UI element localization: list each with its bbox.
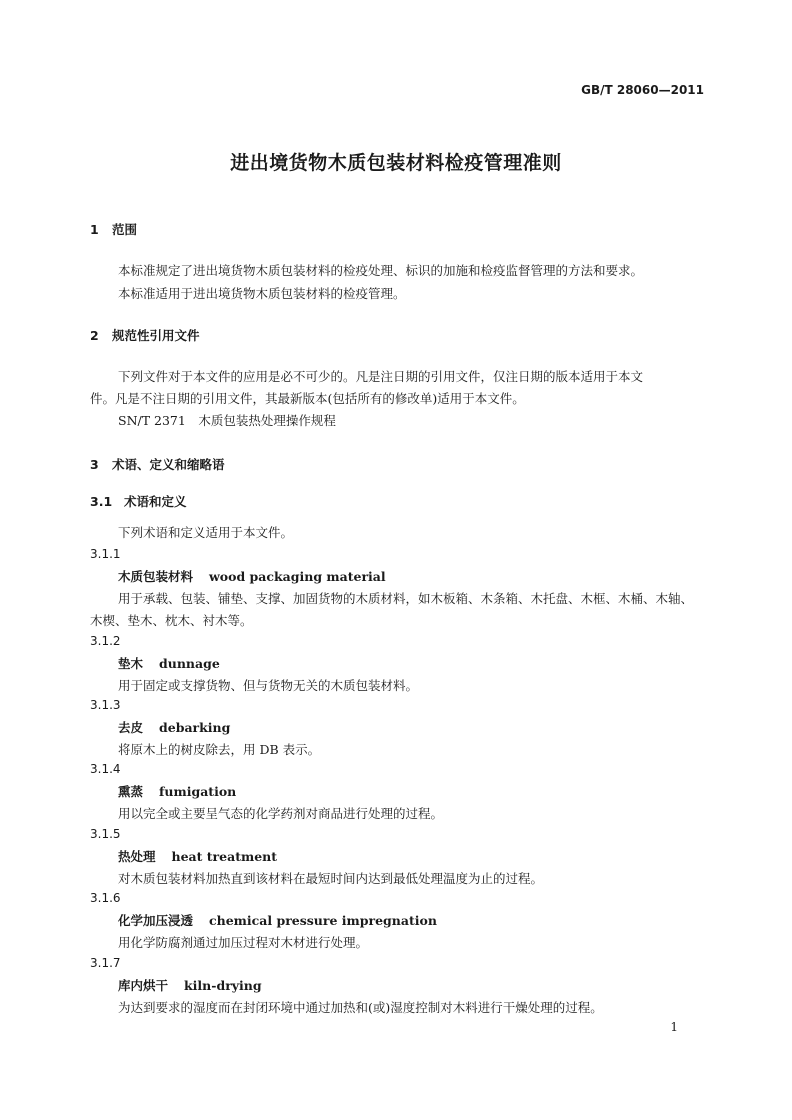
term-heading (118, 718, 230, 736)
term-en: kiln-drying (184, 978, 262, 993)
paragraph: 下列术语和定义适用于本文件。 (118, 525, 294, 540)
term-heading (118, 782, 236, 800)
document-title: 进出境货物木质包装材料检疫管理准则 (230, 152, 562, 174)
term-en: debarking (159, 720, 231, 735)
normative-reference: SN/T 2371 木质包装热处理操作规程 (118, 413, 336, 428)
term-definition: 为达到要求的湿度而在封闭环境中通过加热和(或)湿度控制对木料进行干燥处理的过程。 (118, 1000, 603, 1015)
term-zh: 熏蒸 (118, 784, 144, 799)
term-en: dunnage (159, 656, 220, 671)
term-number: 3.1.7 (90, 956, 121, 970)
term-zh: 库内烘干 (118, 978, 169, 993)
paragraph: 件。凡是不注日期的引用文件，其最新版本(包括所有的修改单)适用于本文件。 (90, 391, 525, 406)
section-2-heading (90, 326, 200, 344)
term-en: chemical pressure impregnation (209, 913, 437, 928)
term-definition: 用于固定或支撑货物、但与货物无关的木质包装材料。 (118, 678, 419, 693)
term-number: 3.1.4 (90, 762, 121, 776)
term-number: 3.1.5 (90, 827, 121, 841)
term-definition: 对木质包装材料加热直到该材料在最短时间内达到最低处理温度为止的过程。 (118, 871, 544, 886)
term-heading (118, 567, 386, 585)
section-title: 术语、定义和缩略语 (112, 457, 225, 472)
page-number: 1 (670, 1020, 678, 1034)
term-definition: 用以完全或主要呈气态的化学药剂对商品进行处理的过程。 (118, 806, 444, 821)
section-number: 3 (90, 457, 99, 472)
term-heading (118, 847, 277, 865)
term-number: 3.1.3 (90, 698, 121, 712)
term-definition: 木楔、垫木、枕木、衬木等。 (90, 613, 253, 628)
term-zh: 热处理 (118, 849, 156, 864)
section-title: 范围 (112, 222, 138, 237)
paragraph: 本标准适用于进出境货物木质包装材料的检疫管理。 (118, 286, 406, 301)
subsection-3-1-heading (90, 492, 187, 510)
subsection-number: 3.1 (90, 494, 113, 509)
term-zh: 化学加压浸透 (118, 913, 194, 928)
term-definition: 将原木上的树皮除去，用 DB 表示。 (118, 742, 321, 757)
term-number: 3.1.1 (90, 547, 121, 561)
subsection-title: 术语和定义 (124, 494, 187, 509)
term-definition: 用于承载、包装、铺垫、支撑、加固货物的木质材料，如木板箱、木条箱、木托盘、木框、木桶、木轴、 (118, 591, 694, 606)
section-3-heading (90, 455, 225, 473)
paragraph: 本标准规定了进出境货物木质包装材料的检疫处理、标识的加施和检疫监督管理的方法和要求。 (118, 263, 644, 278)
term-en: heat treatment (171, 849, 278, 864)
section-1-heading (90, 220, 137, 238)
paragraph: 下列文件对于本文件的应用是必不可少的。凡是注日期的引用文件，仅注日期的版本适用于本文 (118, 369, 644, 384)
standard-number: GB/T 28060—2011 (581, 83, 704, 97)
term-heading (118, 911, 437, 929)
term-en: wood packaging material (209, 569, 386, 584)
term-zh: 垫木 (118, 656, 144, 671)
term-number: 3.1.2 (90, 634, 121, 648)
term-en: fumigation (159, 784, 237, 799)
term-heading (118, 654, 220, 672)
section-title: 规范性引用文件 (112, 328, 200, 343)
term-definition: 用化学防腐剂通过加压过程对木材进行处理。 (118, 935, 369, 950)
term-number: 3.1.6 (90, 891, 121, 905)
term-zh: 去皮 (118, 720, 144, 735)
section-number: 1 (90, 222, 99, 237)
section-number: 2 (90, 328, 99, 343)
term-zh: 木质包装材料 (118, 569, 194, 584)
term-heading (118, 976, 262, 994)
